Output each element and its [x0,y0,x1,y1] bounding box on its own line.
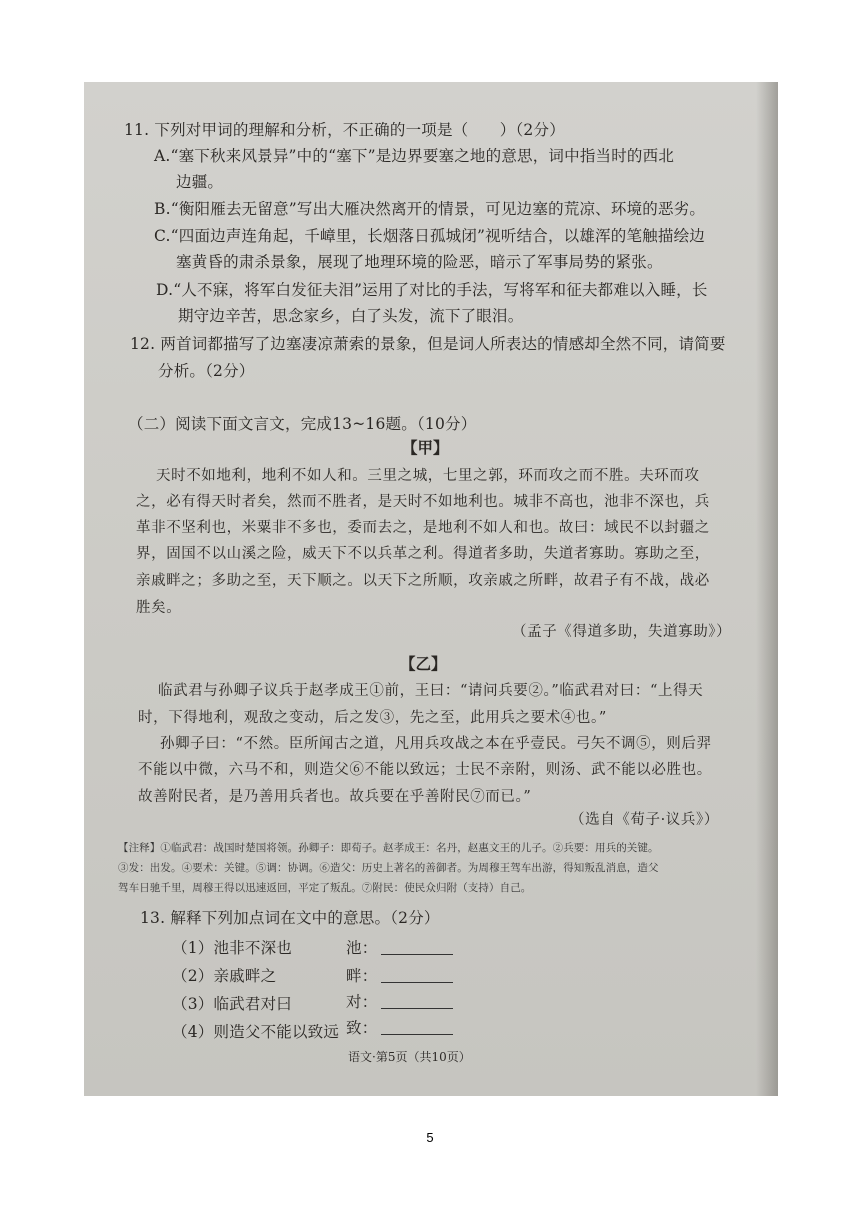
answer-blank[interactable] [381,994,453,1009]
q13-item-4 [172,1020,339,1042]
q11-option-d-line2: 期守边辛苦，思念家乡，白了头发，流下了眼泪。 [178,307,524,325]
q11-option-c-line1: C.“四面边声连角起，千嶂里，长烟落日孤城闭”视听结合，以雄浑的笔触描绘边 [154,227,705,245]
passage-jia-source: （孟子《得道多助，失道寡助》） [512,624,732,640]
page-footer: 语文·第5页（共10页） [348,1050,471,1064]
answer-blank[interactable] [381,940,453,955]
passage-jia-line: 之，必有得天时者矣，然而不胜者，是天时不如地利也。城非不高也，池非不深也，兵 [136,494,710,510]
passage-yi-line: 时，下得地利，观敌之变动，后之发③，先之至，此用兵之要术④也。” [138,710,607,726]
q13-answer-2 [346,964,453,986]
q13-item-text: 亲戚畔之 [213,967,277,985]
q11-stem: 11. 下列对甲词的理解和分析，不正确的一项是（ ）（2分） [124,121,565,139]
passage-yi-line: 孙卿子曰：“不然。臣所闻古之道，凡用兵攻战之本在乎壹民。弓矢不调⑤，则后羿 [160,736,712,752]
q13-answer-key: 池： [346,939,378,957]
q13-item-number: （2） [172,967,214,985]
q11-option-b: B.“衡阳雁去无留意”写出大雁决然离开的情景，可见边塞的荒凉、环境的恶劣。 [154,200,706,218]
page-number: 5 [426,1130,434,1145]
q13-item-text: 则造父不能以致远 [213,1023,340,1041]
q13-item-text: 池非不深也 [213,939,292,957]
passage-yi-line: 临武君与孙卿子议兵于赵孝成王①前，王曰：“请问兵要②。”临武君对曰：“上得天 [158,683,704,699]
q12-line1: 12. 两首词都描写了边塞凄凉萧索的景象，但是词人所表达的情感却全然不同，请简要 [130,335,726,353]
scanned-exam-page [84,82,778,1096]
q13-item-number: （1） [172,939,214,957]
q13-answer-key: 对： [346,993,378,1011]
annotation-line: 【注释】①临武君：战国时楚国将领。孙卿子：即荀子。赵孝成王：名丹，赵惠文王的儿子。②兵要：用兵的关键。 [118,842,659,854]
passage-yi-source: （选自《荀子·议兵》） [570,812,719,828]
passage-jia-line: 亲戚畔之；多助之至，天下顺之。以天下之所顺，攻亲戚之所畔，故君子有不战，战必 [136,573,710,589]
q13-answer-key: 致： [346,1019,378,1037]
passage-jia-line: 胜矣。 [136,600,182,616]
passage-jia-line: 天时不如地利，地利不如人和。三里之城，七里之郭，环而攻之而不胜。夫环而攻 [156,468,700,484]
passage-jia-title: 【甲】 [402,438,449,457]
passage-yi-line: 故善附民者，是乃善用兵者也。故兵要在乎善附民⑦而已。” [138,789,532,805]
q13-item-number: （3） [172,995,214,1013]
passage-yi-line: 不能以中微，六马不和，则造父⑥不能以致远；士民不亲附，则汤、武不能以必胜也。 [138,762,712,778]
q13-item-2 [172,964,276,986]
q13-item-text: 临武君对曰 [213,995,292,1013]
annotation-line: 驾车日驰千里，周穆王得以迅速返回，平定了叛乱。⑦附民：使民众归附（支持）自己。 [118,882,532,894]
q13-answer-1 [346,936,453,958]
answer-blank[interactable] [381,968,453,983]
q13-answer-3 [346,990,453,1012]
q11-option-d-line1: D.“人不寐，将军白发征夫泪”运用了对比的手法，写将军和征夫都难以入睡，长 [156,281,708,299]
q11-option-a-line2: 边疆。 [176,173,224,191]
passage-jia-line: 界，固国不以山溪之险，威天下不以兵革之利。得道者多助，失道者寡助。寡助之至， [136,546,710,562]
q11-option-a-line1: A.“塞下秋来风景异”中的“塞下”是边界要塞之地的意思，词中指当时的西北 [154,147,675,165]
q13-item-1 [172,936,292,958]
q13-answer-4 [346,1016,453,1038]
q13-answer-key: 畔： [346,967,378,985]
q13-item-number: （4） [172,1023,214,1041]
q11-option-c-line2: 塞黄昏的肃杀景象，展现了地理环境的险恶，暗示了军事局势的紧张。 [176,253,663,271]
passage-jia-line: 革非不坚利也，米粟非不多也，委而去之，是地利不如人和也。故曰：域民不以封疆之 [136,520,710,536]
section2-heading: （二）阅读下面文言文，完成13~16题。（10分） [128,415,477,433]
answer-blank[interactable] [381,1020,453,1035]
q13-item-3 [172,992,292,1014]
q13-stem: 13. 解释下列加点词在文中的意思。（2分） [140,909,440,927]
annotation-line: ③发：出发。④要术：关键。⑤调：协调。⑥造父：历史上著名的善御者。为周穆王驾车出游，得知叛乱消息，造父 [118,862,659,874]
q12-line2: 分析。（2分） [158,362,255,380]
passage-yi-title: 【乙】 [400,654,447,673]
